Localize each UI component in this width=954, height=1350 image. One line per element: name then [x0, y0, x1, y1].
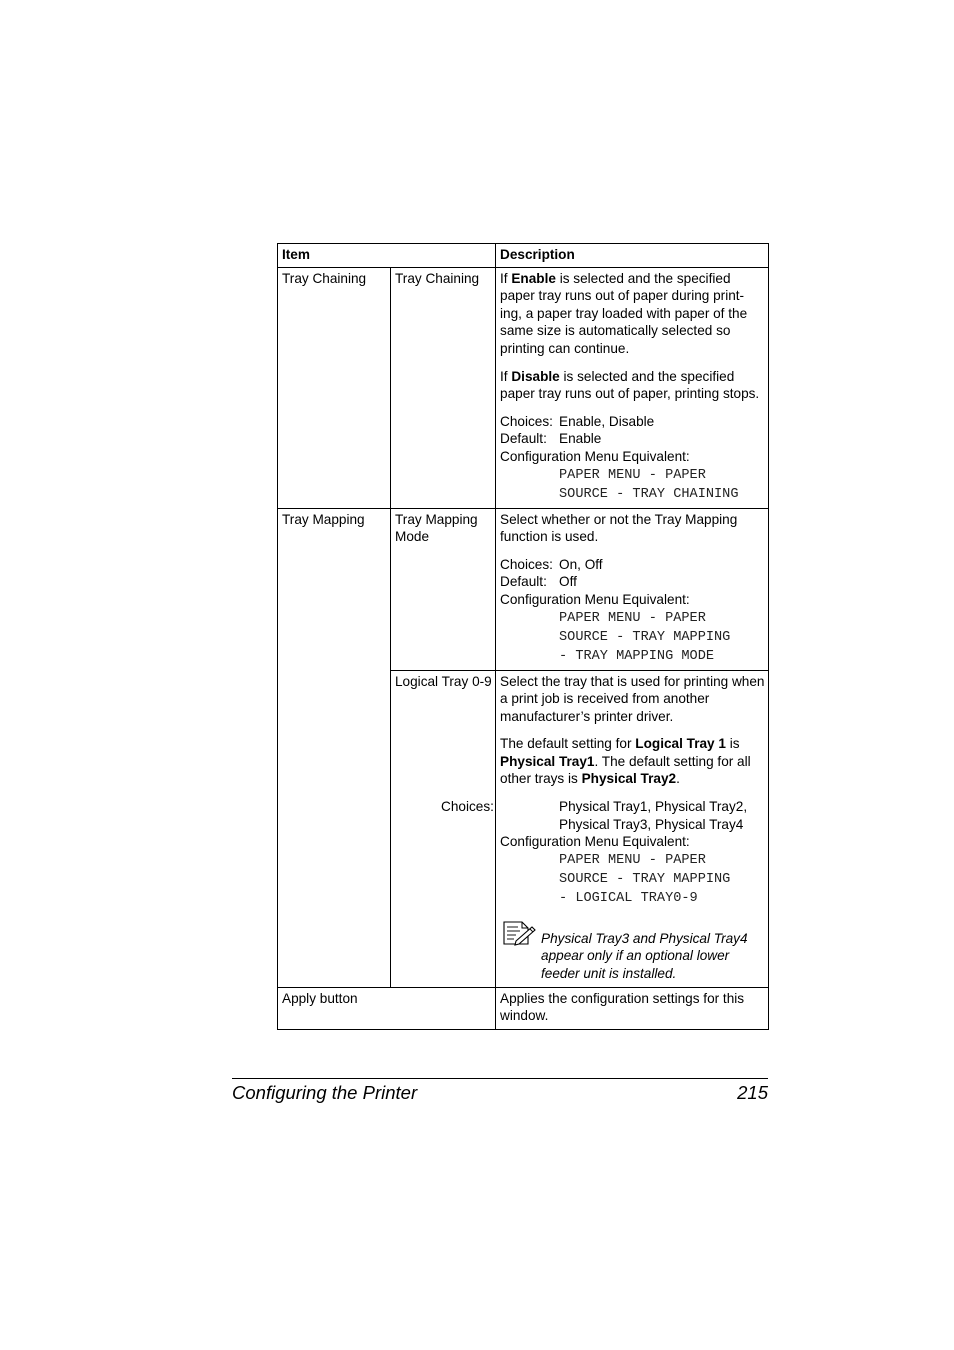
description-tray-mapping-mode [496, 508, 769, 670]
default-line: Default: Off [500, 574, 577, 590]
note-pencil-icon [502, 920, 536, 946]
header-item: Item [278, 244, 496, 268]
menu-path-line: - TRAY MAPPING MODE [559, 648, 715, 664]
note [500, 930, 765, 983]
settings-block [500, 413, 765, 504]
subitem-logical-tray: Logical Tray 0-9 [391, 670, 496, 987]
item-tray-chaining: Tray Chaining [278, 267, 391, 508]
menu-path-line: PAPER MENU - PAPER [559, 610, 706, 626]
menu-path-line: SOURCE - TRAY MAPPING [559, 871, 731, 887]
menu-path-line: PAPER MENU - PAPER [559, 852, 706, 868]
settings-block [500, 556, 765, 666]
config-label: Configuration Menu Equivalent: [500, 448, 690, 464]
footer-title: Configuring the Printer [232, 1082, 418, 1103]
table-row [278, 508, 769, 670]
item-apply-button: Apply button [278, 987, 496, 1029]
settings-block [441, 798, 765, 908]
item-tray-mapping: Tray Mapping [278, 508, 391, 987]
description-paragraph: If Disable is selected and the specified paper tray runs out of paper, printing stops. [500, 368, 760, 402]
menu-path-line: SOURCE - TRAY MAPPING [559, 629, 731, 645]
config-label: Configuration Menu Equivalent: [500, 591, 690, 607]
description-apply-button: Applies the configuration settings for this window. [496, 987, 769, 1029]
description-paragraph: Select whether or not the Tray Mapping function is used. [500, 511, 738, 545]
header-description: Description [496, 244, 769, 268]
description-paragraph: Select the tray that is used for printing when a print job is received from another manufacturer’s printer driver. [500, 673, 765, 724]
subitem-tray-chaining: Tray Chaining [391, 267, 496, 508]
description-tray-chaining [496, 267, 769, 508]
description-logical-tray [441, 670, 769, 987]
subitem-tray-mapping-mode: Tray Mapping Mode [391, 508, 496, 670]
table-header-row [278, 244, 769, 268]
choices-line: Choices: Physical Tray1, Physical Tray2, Physical Tray3, Physical Tray4 [441, 799, 748, 832]
config-label: Configuration Menu Equivalent: [500, 834, 690, 850]
note-text: Physical Tray3 and Physical Tray4 appear only if an optional lower feeder unit is installed. [541, 930, 748, 982]
table-row [278, 987, 769, 1029]
menu-path-line: - LOGICAL TRAY0-9 [559, 890, 698, 906]
default-line: Default: Enable [500, 431, 602, 447]
description-paragraph: If Enable is selected and the specified paper tray runs out of paper during print-ing, a paper tray loaded with paper of the same size is automatically selected so printing can continue. [500, 270, 748, 356]
menu-path-line: PAPER MENU - PAPER [559, 467, 706, 483]
table-row [278, 267, 769, 508]
footer-divider [232, 1078, 768, 1079]
description-paragraph: The default setting for Logical Tray 1 is Physical Tray1. The default setting for all other trays is Physical Tray2. [500, 736, 751, 787]
page-number: 215 [737, 1082, 768, 1103]
choices-line: Choices: Enable, Disable [500, 413, 655, 429]
choices-line: Choices: On, Off [500, 556, 603, 572]
menu-path-line: SOURCE - TRAY CHAINING [559, 486, 739, 502]
settings-table [277, 243, 769, 1030]
